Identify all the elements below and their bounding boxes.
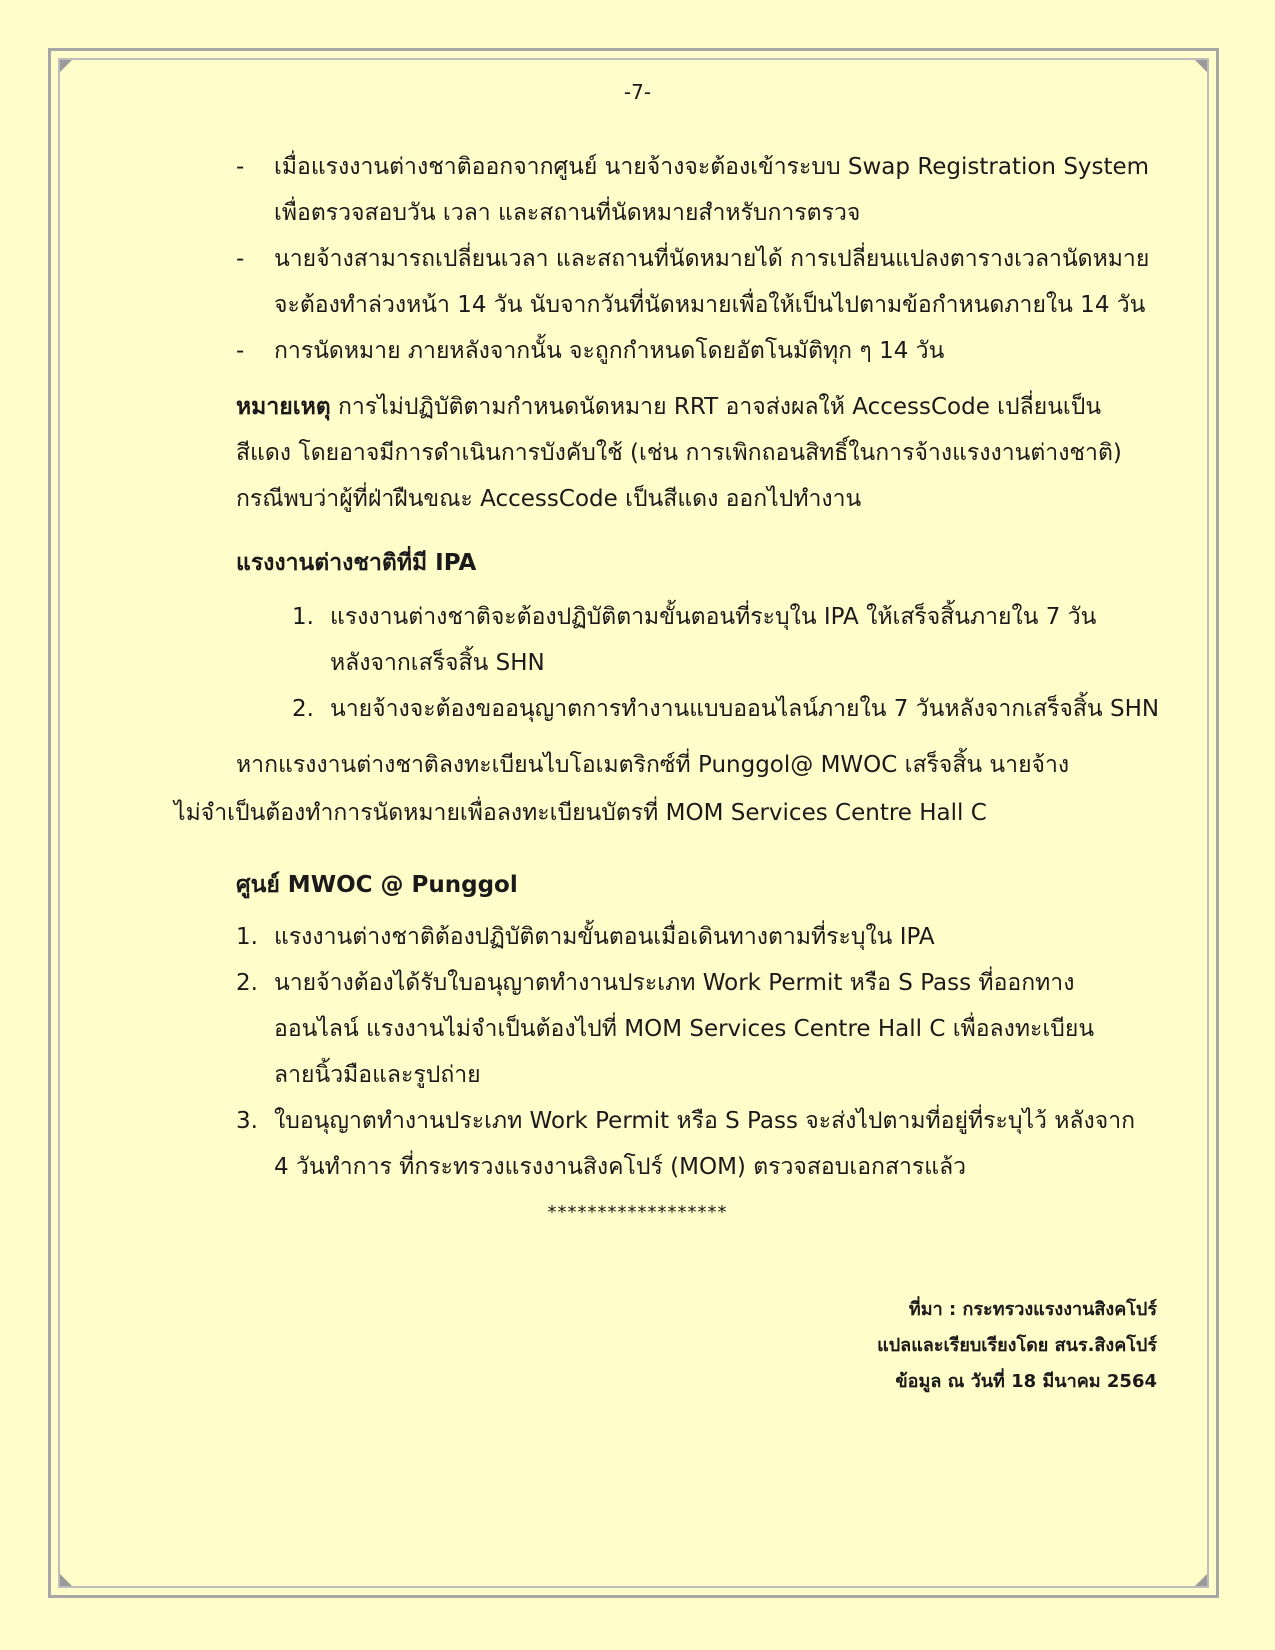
- translator-line: แปลและเรียบเรียงโดย สนร.สิงคโปร์: [877, 1335, 1157, 1356]
- separator-stars: ******************: [547, 1202, 728, 1223]
- bullet-marker: -: [236, 154, 245, 180]
- list-number: 2.: [292, 696, 314, 722]
- note-paragraph: [236, 384, 1166, 522]
- list-line: ใบอนุญาตทำงานประเภท Work Permit หรือ S Pass จะส่งไปตามที่อยู่ที่ระบุไว้ หลังจาก: [274, 1108, 1136, 1134]
- bullet-line: เมื่อแรงงานต่างชาติออกจากศูนย์ นายจ้างจะต้องเข้าระบบ Swap Registration System: [274, 154, 1150, 180]
- bullet-line: จะต้องทำล่วงหน้า 14 วัน นับจากวันที่นัดหมายเพื่อให้เป็นไปตามข้อกำหนดภายใน 14 วัน: [274, 292, 1146, 318]
- list-number: 1.: [292, 604, 314, 630]
- corner-ornament-top-right: [1195, 60, 1207, 72]
- list-line: นายจ้างจะต้องขออนุญาตการทำงานแบบออนไลน์ภายใน 7 วันหลังจากเสร็จสิ้น SHN: [330, 696, 1160, 722]
- bullet-line: เพื่อตรวจสอบวัน เวลา และสถานที่นัดหมายสำหรับการตรวจ: [274, 200, 861, 226]
- corner-ornament-bottom-right: [1195, 1574, 1207, 1586]
- list-line: ออนไลน์ แรงงานไม่จำเป็นต้องไปที่ MOM Services Centre Hall C เพื่อลงทะเบียน: [274, 1016, 1095, 1042]
- list-line: แรงงานต่างชาติต้องปฏิบัติตามขั้นตอนเมื่อเดินทางตามที่ระบุใน IPA: [274, 924, 935, 950]
- page-number: -7-: [623, 80, 652, 104]
- bullet-line: การนัดหมาย ภายหลังจากนั้น จะถูกกำหนดโดยอัตโนมัติทุก ๆ 14 วัน: [274, 338, 945, 364]
- bullet-line: นายจ้างสามารถเปลี่ยนเวลา และสถานที่นัดหมายได้ การเปลี่ยนแปลงตารางเวลานัดหมาย: [274, 246, 1150, 272]
- note-line: การไม่ปฏิบัติตามกำหนดนัดหมาย RRT อาจส่งผลให้ AccessCode เปลี่ยนเป็น: [330, 394, 1102, 420]
- bullet-marker: -: [236, 338, 245, 364]
- biometric-paragraph-line2: ไม่จำเป็นต้องทำการนัดหมายเพื่อลงทะเบียนบัตรที่ MOM Services Centre Hall C: [174, 800, 987, 826]
- list-number: 2.: [236, 970, 258, 996]
- list-line: หลังจากเสร็จสิ้น SHN: [330, 650, 545, 676]
- list-line: 4 วันทำการ ที่กระทรวงแรงงานสิงคโปร์ (MOM) ตรวจสอบเอกสารแล้ว: [274, 1154, 967, 1180]
- source-line: ที่มา : กระทรวงแรงงานสิงคโปร์: [908, 1299, 1157, 1320]
- section-heading-ipa: แรงงานต่างชาติที่มี IPA: [236, 550, 477, 576]
- list-number: 3.: [236, 1108, 258, 1134]
- note-line: สีแดง โดยอาจมีการดำเนินการบังคับใช้ (เช่น การเพิกถอนสิทธิ์ในการจ้างแรงงานต่างชาติ): [236, 440, 1122, 466]
- bullet-marker: -: [236, 246, 245, 272]
- date-line: ข้อมูล ณ วันที่ 18 มีนาคม 2564: [895, 1371, 1157, 1392]
- list-line: แรงงานต่างชาติจะต้องปฏิบัติตามขั้นตอนที่ระบุใน IPA ให้เสร็จสิ้นภายใน 7 วัน: [330, 604, 1097, 630]
- corner-ornament-bottom-left: [60, 1574, 72, 1586]
- note-label: หมายเหตุ: [236, 394, 331, 420]
- list-number: 1.: [236, 924, 258, 950]
- section-heading-mwoc: ศูนย์ MWOC @ Punggol: [236, 872, 518, 898]
- note-line: กรณีพบว่าผู้ที่ฝ่าฝืนขณะ AccessCode เป็นสีแดง ออกไปทำงาน: [236, 486, 862, 512]
- list-line: นายจ้างต้องได้รับใบอนุญาตทำงานประเภท Work Permit หรือ S Pass ที่ออกทาง: [274, 970, 1075, 996]
- corner-ornament-top-left: [60, 60, 72, 72]
- list-line: ลายนิ้วมือและรูปถ่าย: [274, 1062, 481, 1088]
- biometric-paragraph-line1: หากแรงงานต่างชาติลงทะเบียนไบโอเมตริกซ์ที่ Punggol@ MWOC เสร็จสิ้น นายจ้าง: [236, 752, 1070, 778]
